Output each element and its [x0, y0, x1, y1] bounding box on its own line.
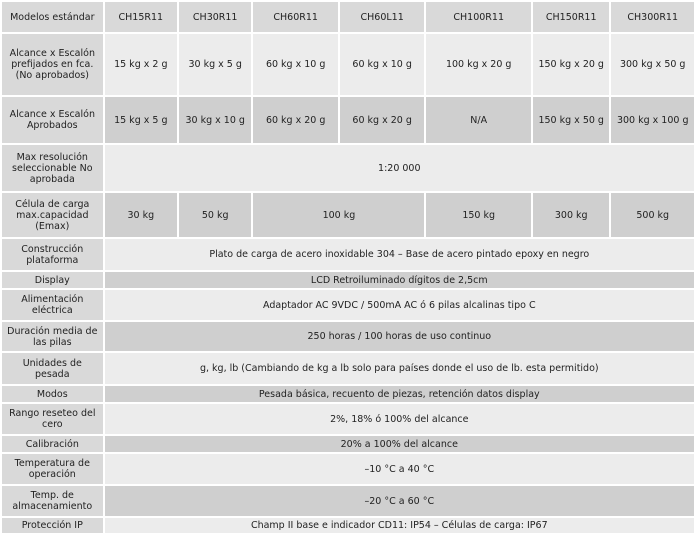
row-max-resolucion	[2, 145, 694, 191]
table-cell: 1:20 000	[105, 145, 694, 191]
row-unidades	[2, 353, 694, 384]
table-cell: Adaptador AC 9VDC / 500mA AC ó 6 pilas alcalinas tipo C	[105, 290, 694, 320]
table-cell: 60 kg x 20 g	[340, 97, 424, 143]
table-cell: –10 °C a 40 °C	[105, 454, 694, 484]
model-header: CH60L11	[340, 2, 424, 32]
table-cell: g, kg, lb (Cambiando de kg a lb solo para países donde el uso de lb. esta permitido)	[105, 353, 694, 384]
row-label: Rango reseteo del cero	[2, 404, 103, 434]
model-header: CH150R11	[533, 2, 609, 32]
row-label: Modos	[2, 386, 103, 402]
model-header: CH15R11	[105, 2, 177, 32]
table-cell: 150 kg x 50 g	[533, 97, 609, 143]
header-corner: Modelos estándar	[2, 2, 103, 32]
table-cell: –20 °C a 60 °C	[105, 486, 694, 516]
row-display	[2, 272, 694, 288]
table-cell: 20% a 100% del alcance	[105, 436, 694, 452]
table-cell: 100 kg x 20 g	[426, 34, 531, 95]
table-cell: 15 kg x 2 g	[105, 34, 177, 95]
table-cell: Champ II base e indicador CD11: IP54 – Células de carga: IP67	[105, 518, 694, 533]
table-cell: 50 kg	[179, 193, 251, 237]
table-cell: 30 kg x 10 g	[179, 97, 251, 143]
table-cell: N/A	[426, 97, 531, 143]
table-cell: 300 kg x 50 g	[611, 34, 694, 95]
row-temp-almacenamiento	[2, 486, 694, 516]
model-header: CH100R11	[426, 2, 531, 32]
row-duracion	[2, 322, 694, 351]
row-temp-operacion	[2, 454, 694, 484]
table-cell: 500 kg	[611, 193, 694, 237]
table-cell: 60 kg x 10 g	[340, 34, 424, 95]
table-cell: 250 horas / 100 horas de uso continuo	[105, 322, 694, 351]
table-cell: 60 kg x 20 g	[253, 97, 337, 143]
table-cell: 300 kg	[533, 193, 609, 237]
row-label: Display	[2, 272, 103, 288]
table-cell: 30 kg	[105, 193, 177, 237]
table-cell: 150 kg	[426, 193, 531, 237]
row-alcance-prefijados	[2, 34, 694, 95]
row-modos	[2, 386, 694, 402]
row-label: Max resolución seleccionable No aprobada	[2, 145, 103, 191]
header-row	[2, 2, 694, 32]
table-cell: Plato de carga de acero inoxidable 304 – Base de acero pintado epoxy en negro	[105, 239, 694, 270]
row-label: Alimentación eléctrica	[2, 290, 103, 320]
row-label: Calibración	[2, 436, 103, 452]
row-proteccion	[2, 518, 694, 533]
row-alimentacion	[2, 290, 694, 320]
row-label: Temp. de almacenamiento	[2, 486, 103, 516]
row-label: Alcance x Escalón Aprobados	[2, 97, 103, 143]
row-construccion	[2, 239, 694, 270]
row-label: Alcance x Escalón prefijados en fca. (No aprobados)	[2, 34, 103, 95]
row-label: Temperatura de operación	[2, 454, 103, 484]
row-celula-carga	[2, 193, 694, 237]
table-cell: 100 kg	[253, 193, 424, 237]
table-cell: 30 kg x 5 g	[179, 34, 251, 95]
table-cell: 60 kg x 10 g	[253, 34, 337, 95]
model-header: CH300R11	[611, 2, 694, 32]
table-cell: 2%, 18% ó 100% del alcance	[105, 404, 694, 434]
table-cell: Pesada básica, recuento de piezas, retención datos display	[105, 386, 694, 402]
row-label: Célula de carga max.capacidad (Emax)	[2, 193, 103, 237]
table-cell: 150 kg x 20 g	[533, 34, 609, 95]
model-header: CH60R11	[253, 2, 337, 32]
row-rango-reseteo	[2, 404, 694, 434]
row-alcance-aprobados	[2, 97, 694, 143]
row-label: Construcción plataforma	[2, 239, 103, 270]
table-cell: 300 kg x 100 g	[611, 97, 694, 143]
row-calibracion	[2, 436, 694, 452]
model-header: CH30R11	[179, 2, 251, 32]
table-cell: 15 kg x 5 g	[105, 97, 177, 143]
row-label: Duración media de las pilas	[2, 322, 103, 351]
row-label: Unidades de pesada	[2, 353, 103, 384]
row-label: Protección IP	[2, 518, 103, 533]
table-cell: LCD Retroiluminado dígitos de 2,5cm	[105, 272, 694, 288]
